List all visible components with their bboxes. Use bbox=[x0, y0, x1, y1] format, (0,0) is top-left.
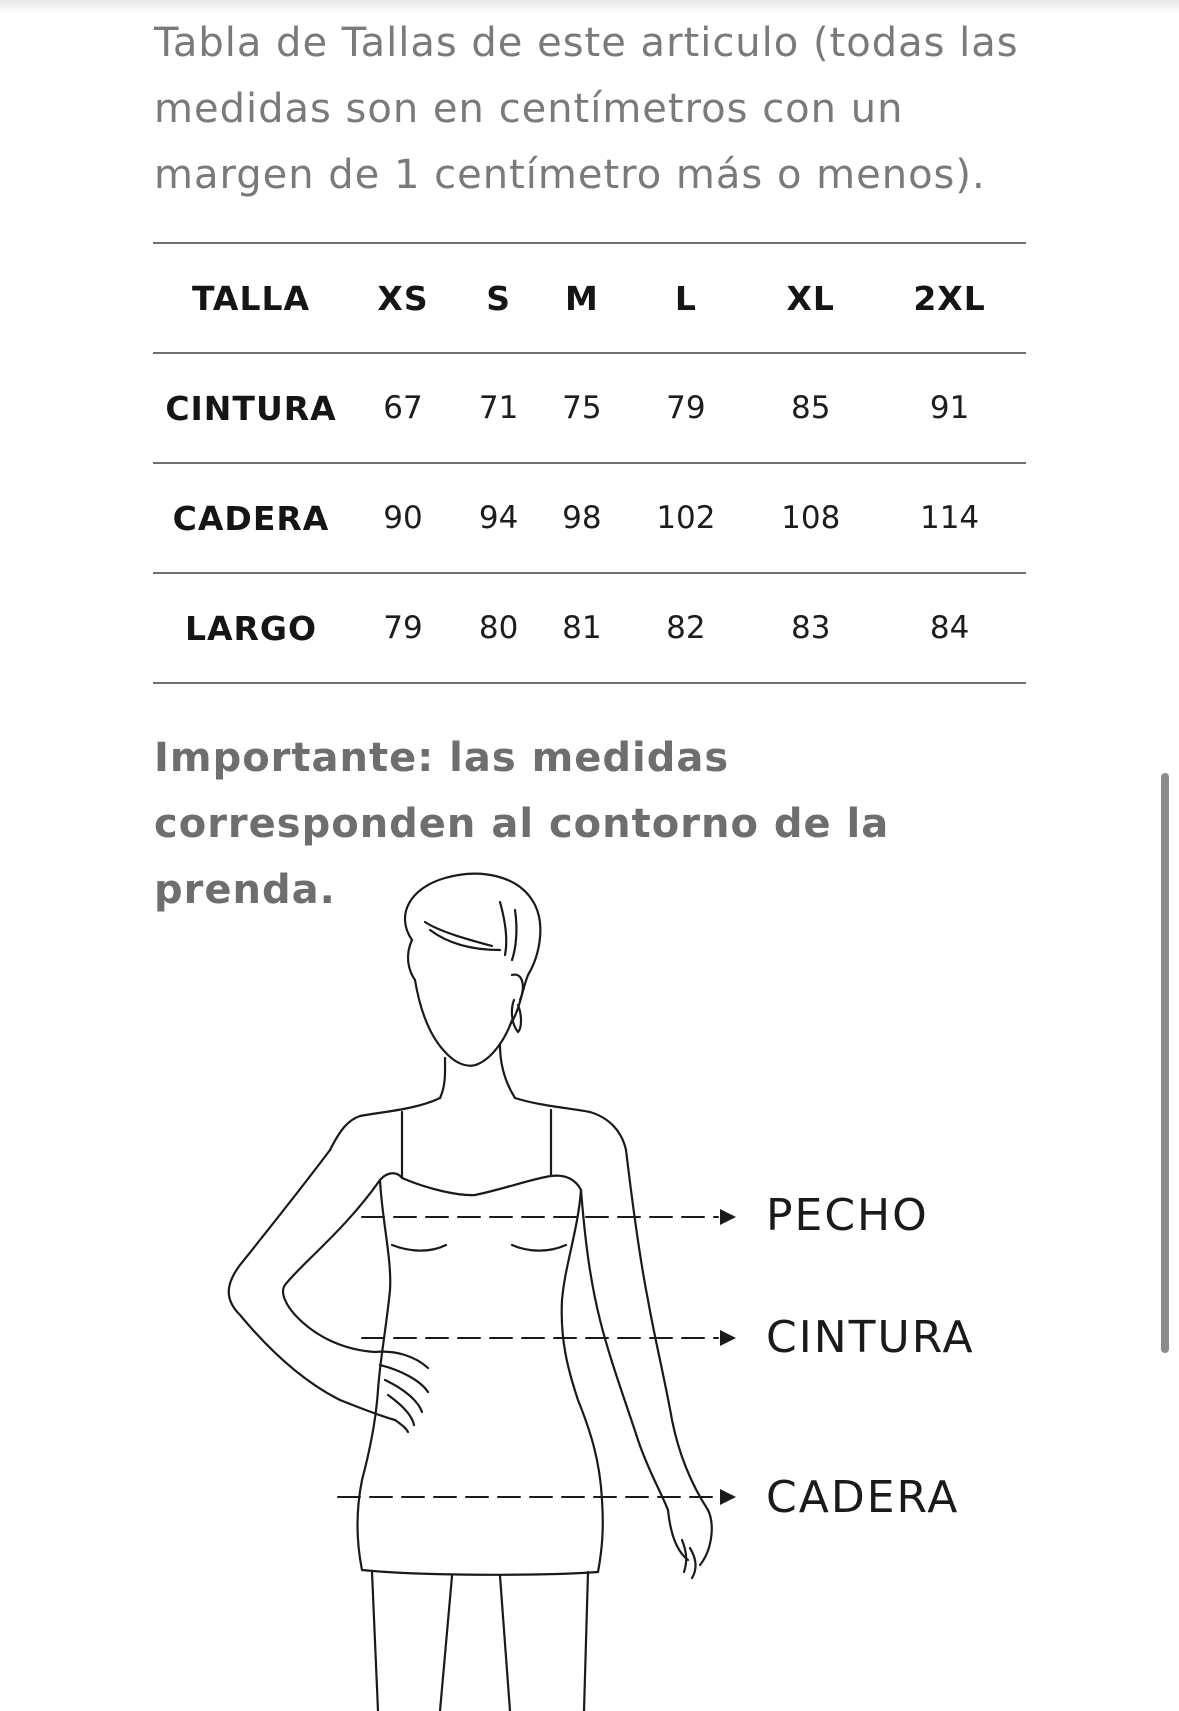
size-table-intro: Tabla de Tallas de este articulo (todas las medidas son en centímetros con un margen de 1 centímetro más o menos). bbox=[154, 20, 1019, 198]
table-cell: 108 bbox=[748, 463, 873, 573]
table-cell: 83 bbox=[748, 573, 873, 683]
table-cell: 75 bbox=[540, 353, 623, 463]
table-header-row bbox=[153, 243, 1026, 353]
table-row bbox=[153, 463, 1026, 573]
scrollbar-thumb[interactable] bbox=[1161, 773, 1169, 1353]
row-label-largo: LARGO bbox=[153, 573, 349, 683]
table-cell: 114 bbox=[873, 463, 1026, 573]
header-s: S bbox=[457, 243, 540, 353]
table-cell: 67 bbox=[349, 353, 457, 463]
header-m: M bbox=[540, 243, 623, 353]
label-cadera: CADERA bbox=[766, 1472, 960, 1523]
table-row bbox=[153, 573, 1026, 683]
table-cell: 90 bbox=[349, 463, 457, 573]
table-row bbox=[153, 353, 1026, 463]
table-cell: 82 bbox=[623, 573, 748, 683]
cadera-arrow-icon bbox=[720, 1489, 736, 1505]
label-cintura: CINTURA bbox=[766, 1312, 975, 1363]
size-chart-table bbox=[153, 242, 1026, 684]
measurement-figure bbox=[0, 860, 1179, 1711]
header-l: L bbox=[623, 243, 748, 353]
header-xs: XS bbox=[349, 243, 457, 353]
table-cell: 79 bbox=[623, 353, 748, 463]
table-cell: 91 bbox=[873, 353, 1026, 463]
table-cell: 80 bbox=[457, 573, 540, 683]
table-cell: 71 bbox=[457, 353, 540, 463]
table-cell: 85 bbox=[748, 353, 873, 463]
table-cell: 98 bbox=[540, 463, 623, 573]
table-cell: 102 bbox=[623, 463, 748, 573]
table-cell: 84 bbox=[873, 573, 1026, 683]
important-note: Importante: las medidas corresponden al contorno de la prenda. bbox=[154, 735, 890, 913]
woman-dress-outline-icon bbox=[0, 860, 1179, 1711]
header-2xl: 2XL bbox=[873, 243, 1026, 353]
row-label-cintura: CINTURA bbox=[153, 353, 349, 463]
table-cell: 94 bbox=[457, 463, 540, 573]
label-pecho: PECHO bbox=[766, 1190, 929, 1241]
header-xl: XL bbox=[748, 243, 873, 353]
pecho-arrow-icon bbox=[720, 1209, 736, 1225]
cintura-arrow-icon bbox=[720, 1330, 736, 1346]
table-cell: 81 bbox=[540, 573, 623, 683]
header-talla: TALLA bbox=[153, 243, 349, 353]
table-cell: 79 bbox=[349, 573, 457, 683]
row-label-cadera: CADERA bbox=[153, 463, 349, 573]
